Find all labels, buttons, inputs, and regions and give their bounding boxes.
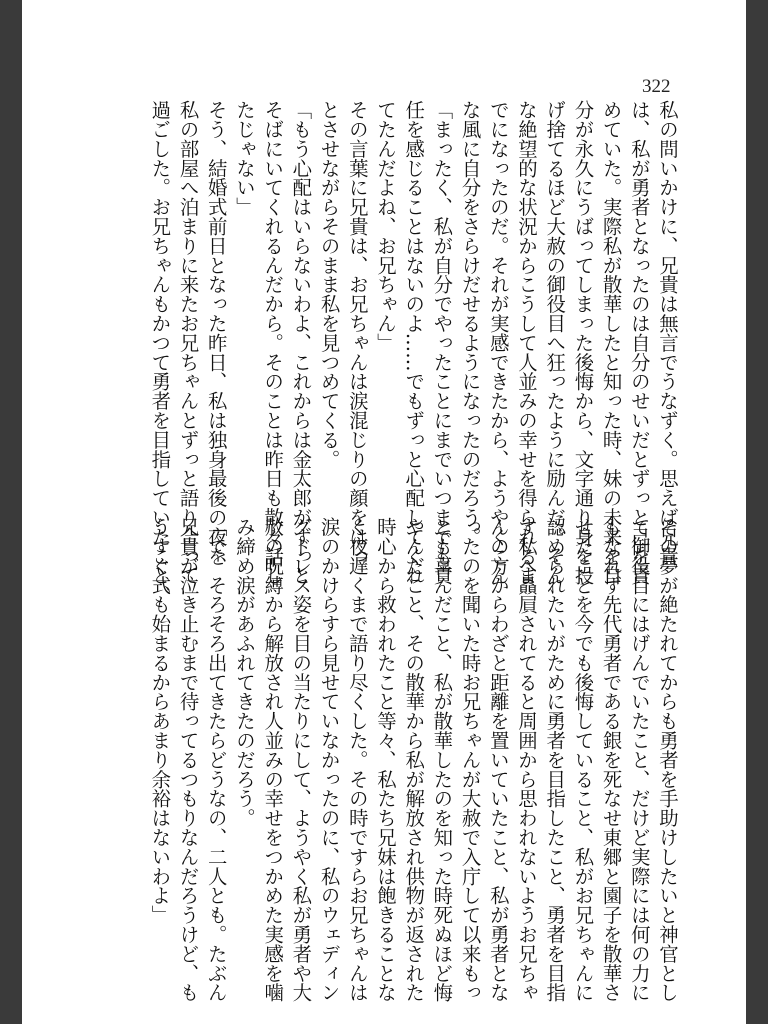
text-line: その夢が絶たれてからも勇者を手助けしたいと神官とし [656, 517, 679, 1002]
text-line: やんだこと、その散華から私が解放され供物が返された [402, 517, 426, 1002]
text-block-bottom [141, 517, 681, 1002]
text-line: 「で、そろそろ出てきたらどうなの、二人とも。たぶん [204, 517, 228, 1002]
text-line: 「もう心配はいらないわよ、これからは金太郎がずっと [289, 100, 313, 585]
text-line: は、私が勇者となったのは自分のせいだとずっと己を責 [627, 100, 651, 585]
text-line: てたんだよね、お兄ちゃん」 [373, 100, 397, 353]
text-line: 分が永久にうばってしまった後悔から、文字通り身を投 [571, 100, 595, 585]
text-line: 赦の呪縛から解放され人並みの幸せをつかめた実感を噛 [261, 517, 285, 1002]
text-line: 涙のかけらすら見せていなかったのに、私のウェディン [317, 517, 341, 1002]
text-line: そばにいてくれるんだから。そのことは昨日も散々話し [261, 100, 285, 585]
text-line: 私の問いかけに、兄貴は無言でうなずく。思えば兄貴 [656, 100, 679, 566]
text-line: げ捨てるほど大赦の御役目へ狂ったように励んだ。そん [543, 100, 567, 585]
text-line: もなれず先代勇者である銀を死なせ東郷と園子を散華さ [599, 517, 623, 1002]
text-line: グドレス姿を目の当たりにして、ようやく私が勇者や大 [289, 517, 313, 1002]
text-line: 過ごした。お兄ちゃんもかつて勇者を目指していたこと、 [148, 100, 172, 605]
text-line: 時心から救われたこと等々、私たち兄妹は飽きることな [373, 517, 397, 1002]
text-line: めていた。実際私が散華したと知った時、妹の未来を自 [599, 100, 623, 585]
text-block-top [148, 100, 681, 605]
text-line: でになったのだ。それが実感できたから、ようやくこん [486, 100, 510, 585]
text-line: 任を感じることはないのよ……でもずっと心配してくれ [402, 100, 426, 585]
text-line: 「まったく、私が自分でやったことにまでいつまでも責 [430, 100, 454, 585]
text-line: て御役目にはげんでいたこと、だけど実際には何の力に [627, 517, 651, 1002]
text-line: ったのを聞いた時お兄ちゃんが大赦で入庁して以来もっ [458, 517, 482, 1002]
text-line: その言葉に兄貴は、お兄ちゃんは涙混じりの顔をはっ [345, 100, 369, 566]
page-number: 322 [642, 76, 671, 97]
text-line: とも喜んだこと、私が散華したのを知った時死ぬほど悔 [430, 517, 454, 1002]
text-line: 兄貴が泣き止むまで待ってるつもりなんだろうけど、も [176, 517, 200, 1002]
text-line: とさせながらそのまま私を見つめてくる。 [317, 100, 341, 469]
text-line: な風に自分をさらけだせるようになったのだろう。 [458, 100, 482, 547]
book-page [22, 0, 746, 1024]
text-line: み締め涙があふれてきたのだろう。 [232, 517, 256, 828]
text-line: な絶望的な状況からこうして人並みの幸せを得られるま [514, 100, 538, 585]
text-line: せたことを今でも後悔していること、私がお兄ちゃんに [571, 517, 595, 1002]
text-line: そう、結婚式前日となった昨日、私は独身最後の夜を [204, 100, 228, 566]
text-line: んの方からわざと距離を置いていたこと、私が勇者とな [486, 517, 510, 1002]
text-line: く夜遅くまで語り尽くした。その時ですらお兄ちゃんは [345, 517, 369, 1002]
text-line: す私へ贔屓されてると周囲から思われないようお兄ちゃ [514, 517, 538, 1002]
text-line: うすぐ式も始まるからあまり余裕はないわよ」 [148, 517, 172, 925]
text-line: 認められたいがために勇者を目指したこと、勇者を目指 [543, 517, 567, 1002]
text-line: 私の部屋へ泊まりに来たお兄ちゃんとずっと語り合って [176, 100, 200, 585]
text-line: たじゃない」 [232, 100, 256, 217]
